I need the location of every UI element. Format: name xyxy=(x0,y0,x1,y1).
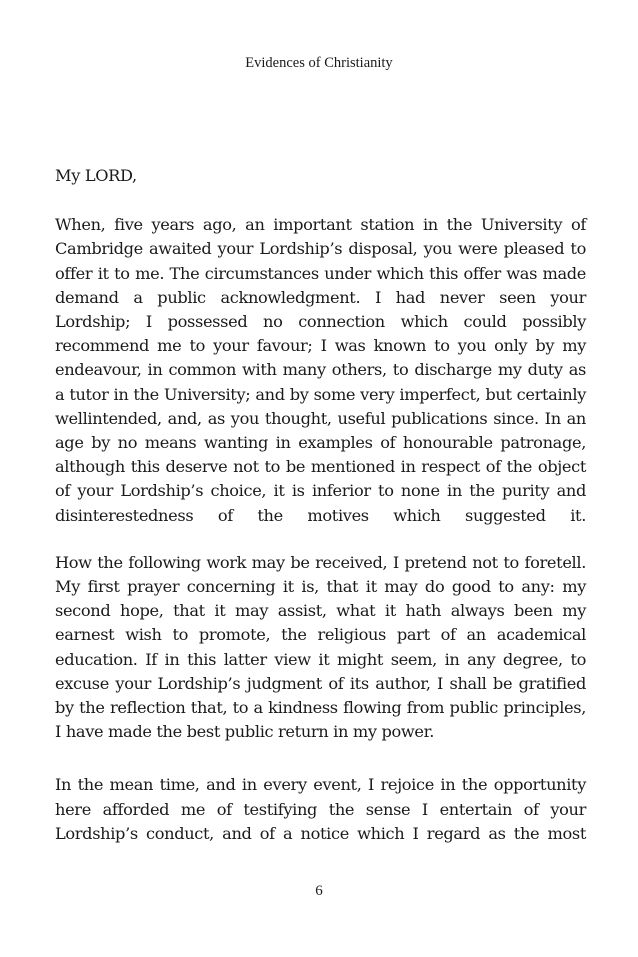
paragraph: In the mean time, and in every event, I rejoice in the opportunity here afforded me of testifying the sense I entertain of your Lordship’s conduct, and of a notice which I regard as the most xyxy=(55,775,586,843)
salutation: My LORD, xyxy=(55,166,137,185)
letter-body xyxy=(55,164,586,846)
page-number: 6 xyxy=(315,883,323,899)
running-head-title: Evidences of Christianity xyxy=(245,55,393,71)
paragraph: When, five years ago, an important station in the University of Cambridge awaited your Lordship’s disposal, you were pleased to offer it to me. The circumstances under which this offer was made demand a public acknowledgment. I had never seen your Lordship; I possessed no connection which could possibly recommend me to your favour; I was known to you only by my endeavour, in common with many others, to discharge my duty as a tutor in the University; and by some very imperfect, but certainly wellintended, and, as you thought, useful publications since. In an age by no means wanting in examples of honourable patronage, although this deserve not to be mentioned in respect of the object of your Lordship’s choice, it is inferior to none in the purity and disinterestedness of the motives which suggested it. xyxy=(55,215,586,525)
paragraph: How the following work may be received, I pretend not to foretell. My first prayer concerning it is, that it may do good to any: my second hope, that it may assist, what it hath always been my earnest wish to promote, the religious part of an academical education. If in this latter view it might seem, in any degree, to excuse your Lordship’s judgment of its author, I shall be gratified by the reflection that, to a kindness flowing from public principles, I have made the best public return in my power. xyxy=(55,552,586,742)
